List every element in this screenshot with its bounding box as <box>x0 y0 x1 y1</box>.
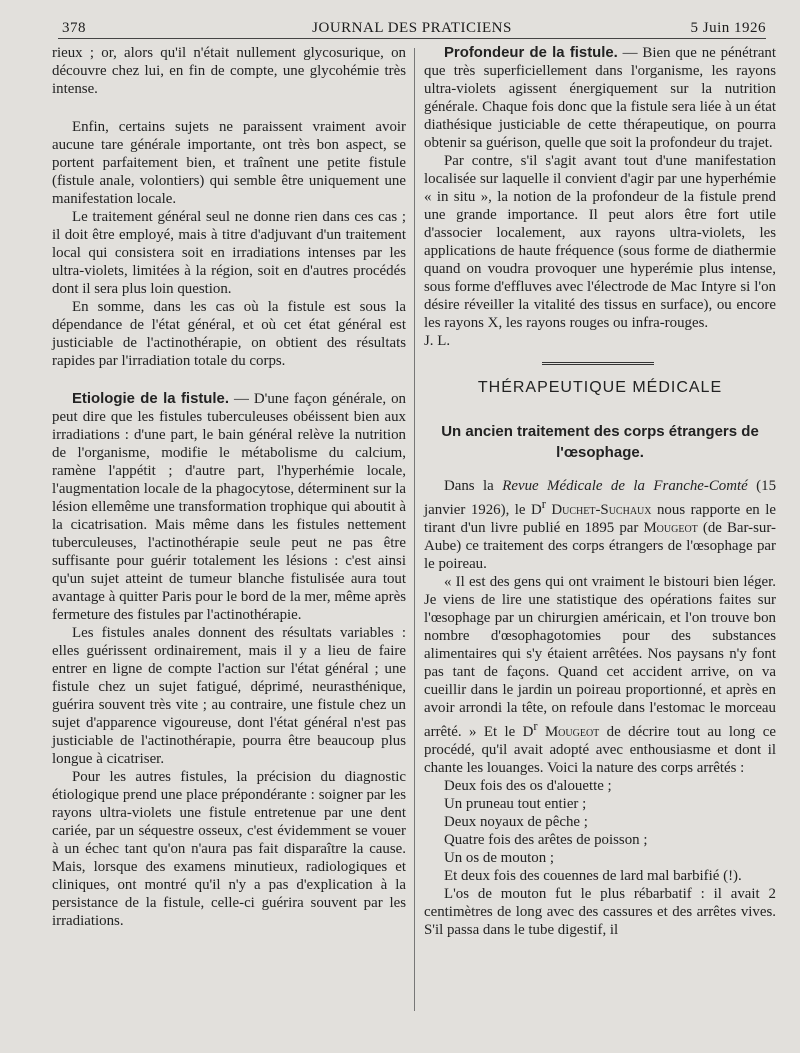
section-text: — D'une façon générale, on peut dire que les fistules tuberculeuses obéissent bien aux irradiations : d'une part, le bain général relève la nutrition de l'organisme, modifie le métabolisme du calcium, ramène l'appétit ; d'autre part, l'hyperhémie locale, l'augmentation locale de la phagocytose, déterminent sur la lésion ellemême une transformation trophique qui aboutit à la cicatrisation. Mais même dans les fistules nettement tuberculeuses, l'actinothérapie seule peut ne pas être suffisante pour guérir totalement les lésions : c'est ainsi qu'un sujet atteint de tumeur blanche fistulisée aura tout avantage à quitter Paris pour le bord de la mer, même après fermeture des fistules par l'actinothérapie. <box>52 391 406 623</box>
paragraph: Le traitement général seul ne donne rien dans ces cas ; il doit être employé, mais à titre d'adjuvant d'un traitement local qui consistera soit en irradiations intenses par les ultra-violets, limitées à la région, soit en d'autres procédés dont il sera plus loin question. <box>52 209 406 297</box>
foreign-bodies-list <box>424 777 776 885</box>
paragraph: Les fistules anales donnent des résultats variables : elles guérissent ordinairement, mais il y a lieu de faire entrer en ligne de compte l'action sur l'état général ; une fistule chez un sujet fatigué, déprimé, neurasthénique, guérira souvent très vite ; au contraire, une fistule chez un sujet d'apparence vigoureuse, dont l'état général n'est pas justiciable de l'actinothérapie, pourra être beaucoup plus longue à cicatriser. <box>52 625 406 767</box>
journal-reference: Revue Médicale de la Franche-Comté <box>502 478 748 494</box>
header-rule <box>58 38 766 39</box>
section-text: — Bien que ne pénétrant que très superficiellement dans l'organisme, les rayons ultra-violets agissent énergiquement sur la nutrition générale. Chaque fois donc que la fistule sera liée à un état diathésique justiciable de cette thérapeutique, on pourra obtenir sa guérison, quelle que soit la profondeur du trajet. <box>424 45 777 151</box>
page-number: 378 <box>62 20 86 36</box>
rubric-heading: THÉRAPEUTIQUE MÉDICALE <box>477 379 723 396</box>
list-item: Quatre fois des arêtes de poisson ; <box>444 831 648 848</box>
paragraph: Enfin, certains sujets ne paraissent vraiment avoir aucune tare générale importante, ont très bon aspect, se portent parfaitement bien, et traînent une petite fistule (fistule anale, volontiers) qui semble être uniquement une manifestation locale. <box>52 119 406 207</box>
list-item: Deux noyaux de pêche ; <box>444 813 588 830</box>
list-item: Un pruneau tout entier ; <box>444 795 587 812</box>
journal-title: JOURNAL DES PRATICIENS <box>312 20 512 36</box>
paragraph: rieux ; or, alors qu'il n'était nullement glycosurique, on découvre chez lui, en fin de compte, une glycohémie très intense. <box>52 45 406 97</box>
author-name: Duchet-Suchaux <box>551 501 652 518</box>
list-item: Et deux fois des couennes de lard mal barbifié (!). <box>444 867 742 884</box>
section-profondeur <box>424 44 776 152</box>
author-signature: J. L. <box>424 333 451 349</box>
paragraph: L'os de mouton fut le plus rébarbatif : il avait 2 centimètres de long avec des cassures et des arrêtes vives. S'il passa dans le tube digestif, il <box>424 885 776 938</box>
left-column <box>52 44 406 930</box>
section-divider <box>542 362 654 365</box>
issue-date: 5 Juin 1926 <box>690 20 766 36</box>
paragraph: Pour les autres fistules, la précision du diagnostic étiologique prend une place prépondérante : soigner par les rayons ultra-violets une fistule entretenue par une dent cariée, par un séquestre osseux, c'est évidemment se vouer à un échec tant qu'on n'aura pas fait disparaître la cause. Mais, lorsque des examens minutieux, radiologiques et cliniques, ont montré qu'il n'y a pas d'explication à la persistance de la fistule, celle-ci guérira souvent par les irradiations. <box>52 769 406 929</box>
list-item: Un os de mouton ; <box>444 849 555 866</box>
author-name: Mougeot <box>544 723 600 740</box>
section-heading: Profondeur de la fistule. <box>444 45 618 61</box>
section-heading: Etiologie de la fistule. <box>72 391 229 407</box>
column-divider <box>414 48 415 1011</box>
section-etiologie <box>52 390 406 624</box>
author-name: Mougeot <box>643 519 698 536</box>
article-title: Un ancien traitement des corps étrangers de l'œsophage. <box>441 423 759 461</box>
list-item: Deux fois des os d'alouette ; <box>444 777 612 794</box>
paragraph: Par contre, s'il s'agit avant tout d'une manifestation localisée sur laquelle il convient d'agir par une hyperhémie « in situ », la notion de la profondeur de la fistule prend une grande importance. Il peut alors être fort utile d'associer localement, aux rayons ultra-violets, les applications de haute fréquence (sous forme de diathermie quand on voudra provoquer une hyperémie plus intense, sous forme d'effluves avec l'électrode de Mac Intyre si l'on désire réveiller la vitalité des tissus en surface), ou encore les rayons X, les rayons rouges ou infra-rouges. <box>424 153 776 331</box>
right-column <box>424 44 776 939</box>
paragraph: En somme, dans les cas où la fistule est sous la dépendance de l'état général, et où cet état général est justiciable de l'actinothérapie, on obtient des résultats rapides par l'irradiation totale du corps. <box>52 299 406 369</box>
article-intro: Dans la Revue Médicale de la Franche-Comté (15 janvier 1926), le $D^r$ Duchet-Suchaux nous rapporte en le tirant d'un livre publié en 1895 par Mougeot (de Bar-sur-Aube) ce traitement des corps étrangers de l'œsophage par le poireau. <box>424 478 777 572</box>
page-header <box>58 14 766 40</box>
quote-paragraph: « Il est des gens qui ont vraiment le bistouri bien léger. Je viens de lire une statistique des opérations faites sur l'œsophage par un chirurgien américain, et l'on trouve bon nombre d'œsophagotomies pour des substances alimentaires qui s'y étaient arrêtées. Nos paysans n'y font pas tant de façons. Quand cet accident arrive, on va cueillir dans le jardin un poireau proportionné, et après en avoir arrondi la tête, on refoule dans l'estomac le morceau arrêté. » Et le $D^r$ Mougeot de décrire tout au long ce procédé, qu'il avait adopté avec enthousiasme et dont il chante les louanges. Voici la nature des corps arrêtés : <box>424 573 776 776</box>
